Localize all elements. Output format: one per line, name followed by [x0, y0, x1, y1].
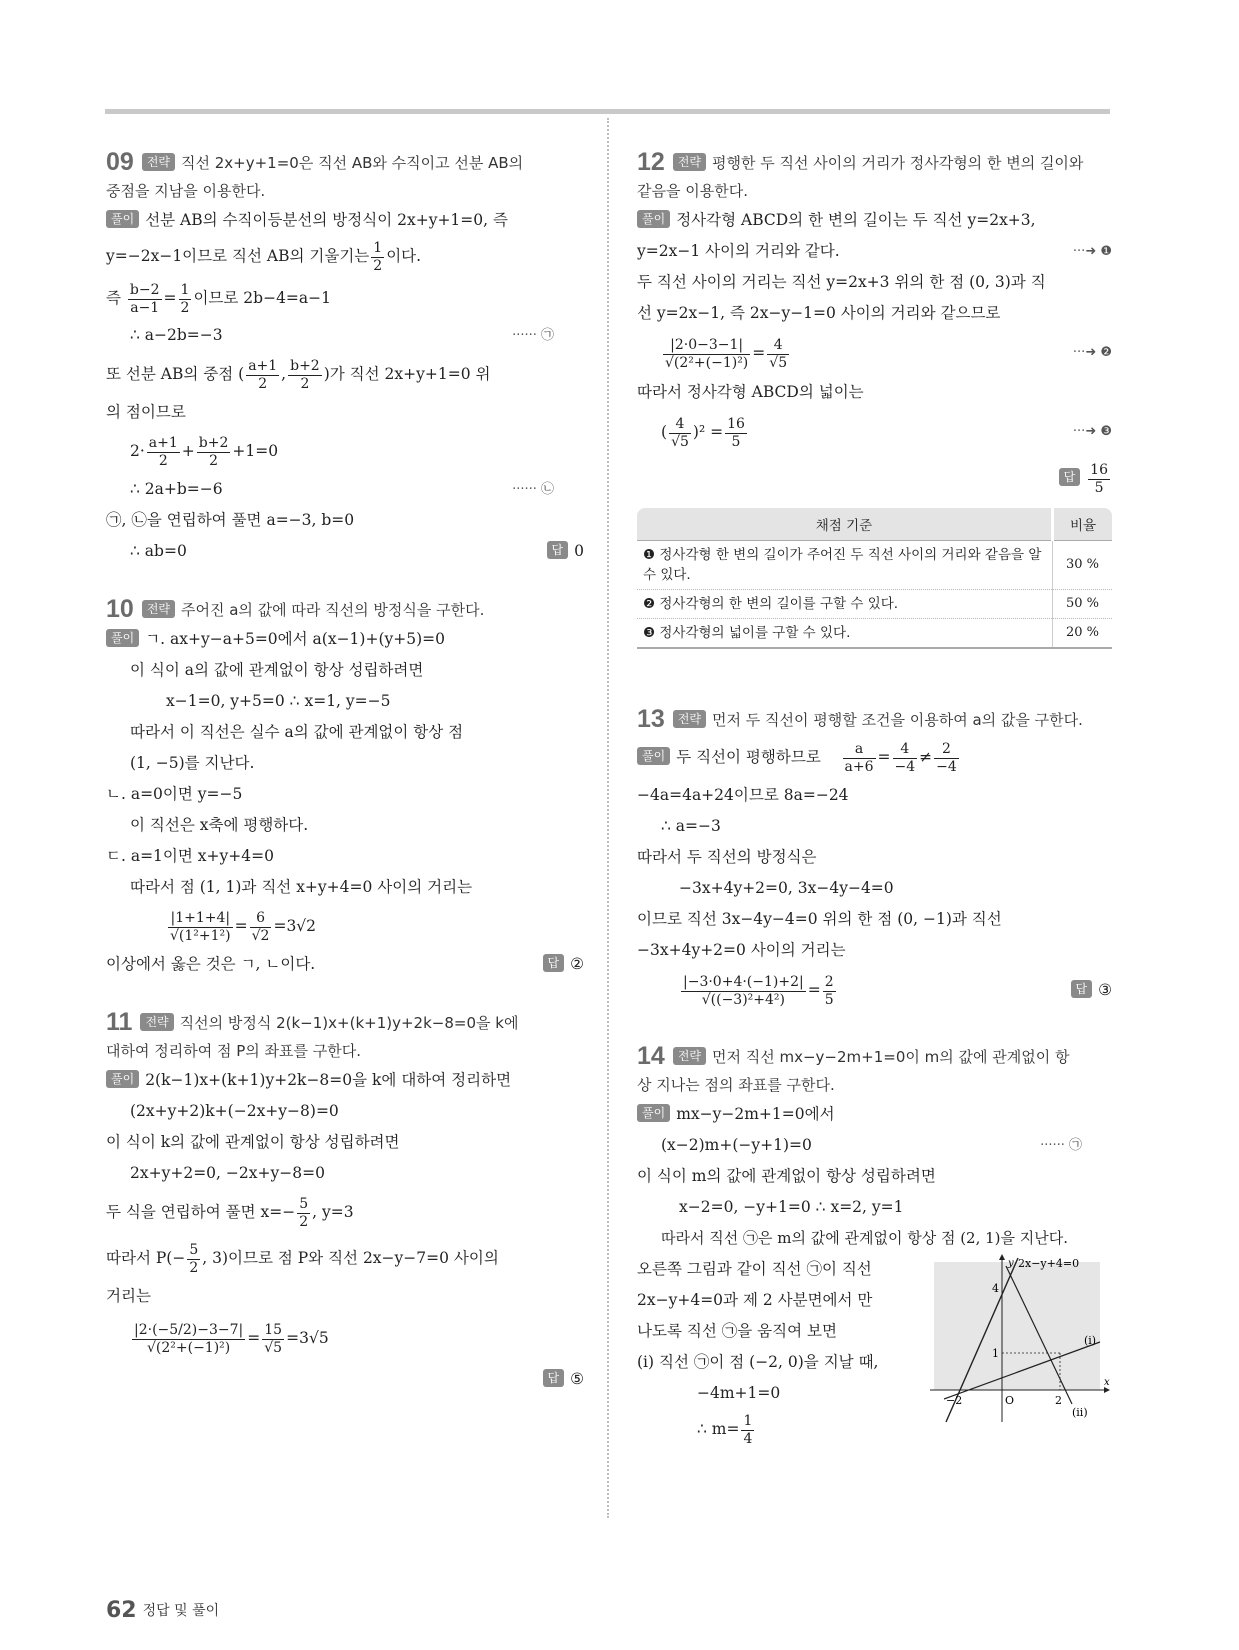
strategy-text: 상 지나는 점의 좌표를 구한다. [637, 1076, 835, 1094]
solution-line: 풀이 두 직선이 평행하므로 $\frac{a}{a+6}$ = $\frac{4}{-4}$ ≠ $\frac{2}{-4}$ [637, 734, 1112, 780]
solution-line: 따라서 직선 ㉠은 m의 값에 관계없이 항상 점 (2, 1)을 지난다. [661, 1229, 1069, 1247]
solution-line: 풀이 2(k−1)x+(k+1)y+2k−8=0을 k에 대하여 정리하면 [106, 1065, 584, 1096]
marker: ···➜ ❷ [1072, 345, 1112, 360]
solution-line: (x−2)m+(−y+1)=0 ······ ㉠ [637, 1130, 1112, 1161]
solution-line: 오른쪽 그림과 같이 직선 ㉠이 직선 [637, 1260, 872, 1278]
problem-number: 09 [106, 148, 134, 176]
solution-line: $\frac{|1+1+4|}{\text{√(1²+1²)}}$ = $\frac{6}{√2}$ =3√2 [170, 909, 317, 944]
solution-line: ㄴ. a=0이면 y=−5 [106, 785, 243, 803]
solution-line: −3x+4y+2=0, 3x−4y−4=0 [679, 879, 894, 897]
fraction: $\frac{b+2}{2}$ [198, 434, 229, 469]
marker: ···➜ ❶ [1072, 244, 1112, 259]
table-row: ❶ 정사각형 한 변의 길이가 주어진 두 직선 사이의 거리와 같음을 알 수 있다. 30 % [637, 541, 1112, 590]
strategy-text: 대하여 정리하여 점 P의 좌표를 구한다. [106, 1042, 362, 1060]
scoring-rubric-table [637, 508, 1112, 649]
fraction: $\frac{6}{√2}$ [251, 909, 270, 944]
rubric-header-criteria: 채점 기준 [637, 508, 1053, 541]
line-ii-label: (ii) [1072, 1406, 1088, 1419]
problem-11-strategy [106, 1008, 584, 1065]
solution-line: 따라서 P(− $\frac{5}{2}$ , 3)이므로 점 P와 직선 2x−y−7=0 사이의 [106, 1241, 499, 1276]
answer: 답 ③ [1071, 966, 1113, 1014]
problem-09-strategy [106, 148, 584, 205]
right-column [637, 148, 1112, 1449]
answer-tag: 답 [543, 954, 565, 972]
marker: ···➜ ❸ [1072, 424, 1112, 439]
marker: ······ ㉡ [512, 482, 554, 497]
fraction: $\frac{1}{2}$ [180, 281, 190, 316]
strategy-text: 평행한 두 직선 사이의 거리가 정사각형의 한 변의 길이와 [712, 154, 1084, 172]
solution-line: y=−2x−1이므로 직선 AB의 기울기는 $\frac{1}{2}$ 이다. [106, 239, 422, 274]
fraction: $\frac{a+1}{2}$ [248, 357, 278, 392]
problem-number: 13 [637, 705, 665, 733]
fraction: $\frac{16}{5}$ [1090, 461, 1108, 496]
rubric-header-ratio: 비율 [1053, 508, 1113, 541]
solution-tag: 풀이 [106, 1070, 139, 1088]
solution-line: ( $\frac{4}{√5}$ )² = $\frac{16}{5}$ ···➜ ❸ [637, 408, 1112, 456]
page-number: 62 [106, 1598, 137, 1623]
page-footer [106, 1598, 219, 1623]
solution-line: $\frac{|2\cdot(-5/2)-3-7|}{\text{√(2²+(−1)²)}}$ = $\frac{15}{√5}$ =3√5 [134, 1321, 329, 1356]
solution-tag: 풀이 [637, 747, 670, 765]
fraction: $\frac{a+1}{2}$ [148, 434, 178, 469]
strategy-text: 직선 2x+y+1=0은 직선 AB와 수직이고 선분 AB의 [181, 154, 524, 172]
solution-line: $\frac{|2\cdot 0-3-1|}{\text{√(2²+(−1)²)}}$ = $\frac{4}{√5}$ ···➜ ❷ [637, 329, 1112, 377]
fraction: $\frac{5}{2}$ [299, 1195, 309, 1230]
y-axis-arrow [999, 1254, 1005, 1260]
solution-line: 두 식을 연립하여 풀면 x=− $\frac{5}{2}$ , y=3 [106, 1195, 354, 1230]
fraction: $\frac{2}{5}$ [824, 973, 834, 1008]
fraction: $\frac{16}{5}$ [727, 415, 745, 450]
solution-line: ㄷ. a=1이면 x+y+4=0 [106, 847, 274, 865]
solution-line: 이 직선은 x축에 평행하다. [130, 816, 309, 834]
tick-label: −2 [946, 1394, 963, 1407]
strategy-text: 같음을 이용한다. [637, 182, 748, 200]
solution-line: (i) 직선 ㉠이 점 (−2, 0)을 지날 때, [637, 1353, 879, 1371]
graph-text-block [637, 1254, 1112, 1449]
fraction: $\frac{a}{a+6}$ [844, 740, 874, 775]
solution-line: 나도록 직선 ㉠을 움직여 보면 [637, 1322, 837, 1340]
strategy-tag: 전략 [140, 1013, 173, 1031]
solution-line: (1, −5)를 지난다. [130, 754, 255, 772]
solution-line: 또 선분 AB의 중점 ( $\frac{a+1}{2}$ , $\frac{b+2}{2}$ )가 직선 2x+y+1=0 위 [106, 357, 491, 392]
solution-tag: 풀이 [106, 629, 139, 647]
solution-line: x−1=0, y+5=0 ∴ x=1, y=−5 [166, 692, 391, 710]
fraction: $\frac{1}{4}$ [743, 1412, 753, 1447]
fraction: $\frac{b-2}{a-1}$ [129, 281, 160, 316]
line-i-label: (i) [1084, 1334, 1097, 1347]
left-column [106, 148, 584, 1394]
problem-10-strategy [106, 595, 584, 624]
solution-line: x−2=0, −y+1=0 ∴ x=2, y=1 [679, 1198, 904, 1216]
solution-line: −4m+1=0 [697, 1384, 781, 1402]
solution-line: 풀이 정사각형 ABCD의 한 변의 길이는 두 직선 y=2x+3, [637, 205, 1112, 236]
solution-line: y=2x−1 사이의 거리와 같다. ···➜ ❶ [637, 236, 1112, 267]
solution-line: 이 식이 a의 값에 관계없이 항상 성립하려면 [130, 661, 424, 679]
answer: 답 0 [547, 536, 584, 567]
strategy-tag: 전략 [142, 153, 175, 171]
fraction: $\frac{|1+1+4|}{\text{√(1²+1²)}}$ [170, 909, 231, 944]
tick-label: 1 [992, 1347, 999, 1360]
y-axis-label: y [1008, 1258, 1014, 1269]
line-graph [922, 1254, 1112, 1424]
solution-line: 풀이 선분 AB의 수직이등분선의 방정식이 2x+y+1=0, 즉 [106, 205, 584, 236]
solution-line: 이 식이 m의 값에 관계없이 항상 성립하려면 [637, 1167, 936, 1185]
strategy-text: 직선의 방정식 2(k−1)x+(k+1)y+2k−8=0을 k에 [179, 1014, 519, 1032]
solution-line: −3x+4y+2=0 사이의 거리는 [637, 941, 846, 959]
strategy-tag: 전략 [673, 710, 706, 728]
solution-tag: 풀이 [637, 1104, 670, 1122]
fraction: $\frac{4}{√5}$ [671, 415, 689, 450]
origin-label: O [1005, 1394, 1015, 1407]
fraction: $\frac{|-3\cdot 0+4\cdot(-1)+2|}{\text{√((−3)²+4²)}}$ [683, 973, 804, 1008]
problem-13-strategy [637, 705, 1112, 734]
solution-line: 풀이 mx−y−2m+1=0에서 [637, 1099, 1112, 1130]
table-row: ❸ 정사각형의 넓이를 구할 수 있다. 20 % [637, 619, 1112, 649]
strategy-tag: 전략 [673, 153, 706, 171]
strategy-text: 주어진 a의 값에 따라 직선의 방정식을 구한다. [181, 601, 485, 619]
footer-label: 정답 및 풀이 [142, 1603, 220, 1619]
solution-line: (2x+y+2)k+(−2x+y−8)=0 [130, 1102, 339, 1120]
tick-label: 2 [1055, 1394, 1062, 1407]
problem-12-strategy [637, 148, 1112, 205]
answer-tag: 답 [543, 1369, 565, 1387]
solution-line: ㉠, ㉡을 연립하여 풀면 a=−3, b=0 [106, 511, 355, 529]
fraction: $\frac{15}{√5}$ [264, 1321, 283, 1356]
strategy-tag: 전략 [142, 600, 175, 618]
strategy-text: 먼저 두 직선이 평행할 조건을 이용하여 a의 값을 구한다. [712, 711, 1083, 729]
solution-line: ∴ ab=0 답 0 [106, 536, 584, 567]
line-equation-label: 2x−y+4=0 [1018, 1257, 1080, 1270]
fraction: $\frac{|2\cdot(-5/2)-3-7|}{\text{√(2²+(−1)²)}}$ [134, 1321, 244, 1356]
column-divider [607, 118, 609, 1518]
answer [637, 456, 1112, 500]
solution-line: 2x+y+2=0, −2x+y−8=0 [130, 1164, 325, 1182]
fraction: $\frac{b+2}{2}$ [290, 357, 320, 392]
solution-line: ∴ 2a+b=−6 ······ ㉡ [106, 474, 584, 505]
solution-line: 풀이 ㄱ. ax+y−a+5=0에서 a(x−1)+(y+5)=0 [106, 624, 584, 655]
strategy-text: 먼저 직선 mx−y−2m+1=0이 m의 값에 관계없이 항 [712, 1048, 1070, 1066]
solution-line: 따라서 이 직선은 실수 a의 값에 관계없이 항상 점 [130, 723, 464, 741]
solution-line: 이상에서 옳은 것은 ㄱ, ㄴ이다. 답 ② [106, 949, 584, 980]
top-rule [105, 109, 1110, 114]
strategy-text: 중점을 지남을 이용한다. [106, 182, 266, 200]
solution-tag: 풀이 [106, 210, 139, 228]
problem-number: 11 [106, 1008, 133, 1036]
solution-tag: 풀이 [637, 210, 670, 228]
problem-number: 14 [637, 1042, 665, 1070]
answer-tag: 답 [1071, 980, 1093, 998]
fraction: $\frac{4}{-4}$ [894, 740, 916, 775]
solution-line: 선 y=2x−1, 즉 2x−y−1=0 사이의 거리와 같으므로 [637, 304, 1001, 322]
shaded-region [934, 1262, 1100, 1390]
table-row: ❷ 정사각형의 한 변의 길이를 구할 수 있다. 50 % [637, 590, 1112, 619]
problem-09 [106, 148, 584, 567]
solution-line: 따라서 두 직선의 방정식은 [637, 848, 817, 866]
tick-label: 4 [992, 1282, 999, 1295]
fraction: $\frac{1}{2}$ [373, 239, 383, 274]
solution-line: $\frac{|-3\cdot 0+4\cdot(-1)+2|}{\text{√((−3)²+4²)}}$ = $\frac{2}{5}$ 답 ③ [637, 966, 1112, 1014]
x-axis-label: x [1104, 1377, 1110, 1388]
solution-line: ∴ a=−3 [661, 817, 721, 835]
answer-tag: 답 [1059, 468, 1081, 486]
problem-number: 10 [106, 595, 134, 623]
solution-line: 의 점이므로 [106, 403, 186, 421]
solution-line: 따라서 정사각형 ABCD의 넓이는 [637, 383, 864, 401]
answer-tag: 답 [547, 541, 569, 559]
solution-line: ∴ m= $\frac{1}{4}$ [697, 1412, 753, 1447]
problem-10 [106, 595, 584, 980]
solution-line: −4a=4a+24이므로 8a=−24 [637, 786, 849, 804]
solution-line: 2x−y+4=0과 제 2 사분면에서 만 [637, 1291, 873, 1309]
solution-line: 2· $\frac{a+1}{2}$ + $\frac{b+2}{2}$ +1=0 [130, 434, 279, 469]
problem-12 [637, 148, 1112, 649]
problem-14 [637, 1042, 1112, 1449]
marker: ······ ㉠ [512, 328, 554, 343]
solution-line: 따라서 점 (1, 1)과 직선 x+y+4=0 사이의 거리는 [130, 878, 473, 896]
solution-line: 이므로 직선 3x−4y−4=0 위의 한 점 (0, −1)과 직선 [637, 910, 1002, 928]
fraction: $\frac{|2\cdot 0-3-1|}{\text{√(2²+(−1)²)}}$ [665, 336, 749, 371]
fraction: $\frac{4}{√5}$ [769, 336, 788, 371]
strategy-tag: 전략 [673, 1047, 706, 1065]
answer: 답 ⑤ [106, 1364, 584, 1394]
fraction: $\frac{5}{2}$ [189, 1241, 199, 1276]
problem-number: 12 [637, 148, 665, 176]
marker: ······ ㉠ [1040, 1138, 1082, 1153]
fraction: $\frac{2}{-4}$ [936, 740, 957, 775]
problem-11 [106, 1008, 584, 1394]
solution-line: 두 직선 사이의 거리는 직선 y=2x+3 위의 한 점 (0, 3)과 직 [637, 273, 1046, 291]
answer: 답 ② [543, 949, 585, 980]
solution-line: 이 식이 k의 값에 관계없이 항상 성립하려면 [106, 1133, 400, 1151]
solution-line: ∴ a−2b=−3 ······ ㉠ [106, 320, 584, 351]
problem-13 [637, 705, 1112, 1014]
problem-14-strategy [637, 1042, 1112, 1099]
solution-line: 즉 $\frac{b-2}{a-1}$ = $\frac{1}{2}$ 이므로 2b−4=a−1 [106, 281, 332, 316]
solution-line: 거리는 [106, 1287, 151, 1305]
